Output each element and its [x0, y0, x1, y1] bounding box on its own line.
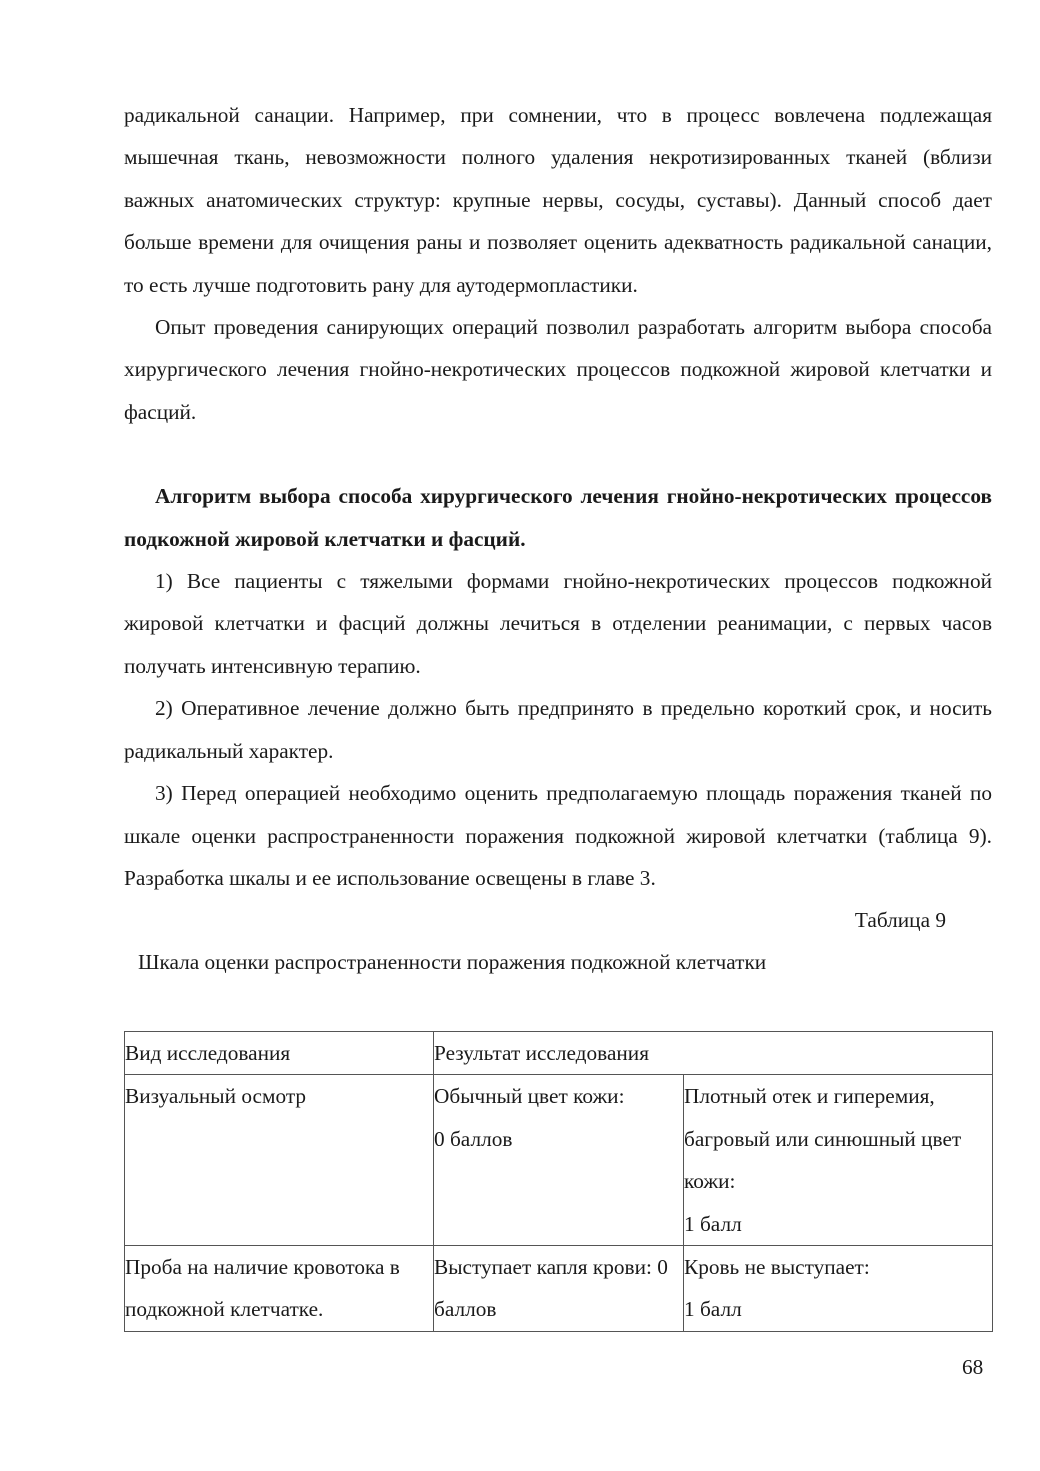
row-result-a	[434, 1075, 684, 1246]
header-result: Результат исследования	[434, 1032, 993, 1075]
row-result-a: Выступает капля крови: 0 баллов	[434, 1246, 684, 1332]
document-body	[124, 94, 992, 982]
assessment-table	[124, 1031, 993, 1332]
row-result-b-text: Плотный отек и гиперемия, багровый или синюшный цвет кожи: 1 балл	[684, 1084, 962, 1236]
row-result-b-text: Кровь не выступает: 1 балл	[684, 1255, 870, 1322]
algorithm-item-3: 3) Перед операцией необходимо оценить предполагаемую площадь поражения тканей по шкале оценки распространенности поражения подкожной жировой клетчатки (таблица 9). Разработка шкалы и ее использование освещены в главе 3.	[124, 781, 992, 890]
table-row	[125, 1246, 993, 1332]
paragraph-continuation: радикальной санации. Например, при сомнении, что в процесс вовлечена подлежащая мышечная ткань, невозможности полного удаления некротизированных тканей (вблизи важных анатомических структур: крупные нервы, сосуды, суставы). Данный способ дает больше времени для очищения раны и позволяет оценить адекватность радикальной санации, то есть лучше подготовить рану для аутодермопластики.	[124, 103, 992, 297]
table-header-row	[125, 1032, 993, 1075]
table-number: Таблица 9	[854, 908, 946, 933]
row-study: Проба на наличие кровотока в подкожной клетчатке.	[125, 1246, 434, 1332]
spacer	[124, 433, 992, 475]
table-caption: Шкала оценки распространенности поражения подкожной клетчатки	[138, 949, 767, 974]
table-row	[125, 1075, 993, 1246]
header-study: Вид исследования	[125, 1032, 434, 1075]
paragraph-experience: Опыт проведения санирующих операций позволил разработать алгоритм выбора способа хирургического лечения гнойно-некротических процессов подкожной жировой клетчатки и фасций.	[124, 315, 992, 424]
row-result-b	[684, 1075, 993, 1246]
row-result-b	[684, 1246, 993, 1332]
row-study: Визуальный осмотр	[125, 1075, 434, 1246]
page-number: 68	[962, 1355, 984, 1379]
algorithm-heading: Алгоритм выбора способа хирургического лечения гнойно-некротических процессов подкожной жировой клетчатки и фасций.	[124, 484, 992, 551]
row-result-a-text: Обычный цвет кожи: 0 баллов	[434, 1084, 625, 1151]
algorithm-item-1: 1) Все пациенты с тяжелыми формами гнойно-некротических процессов подкожной жировой клетчатки и фасций должны лечиться в отделении реанимации, с первых часов получать интенсивную терапию.	[124, 569, 992, 678]
algorithm-item-2: 2) Оперативное лечение должно быть предпринято в предельно короткий срок, и носить радикальный характер.	[124, 696, 992, 763]
